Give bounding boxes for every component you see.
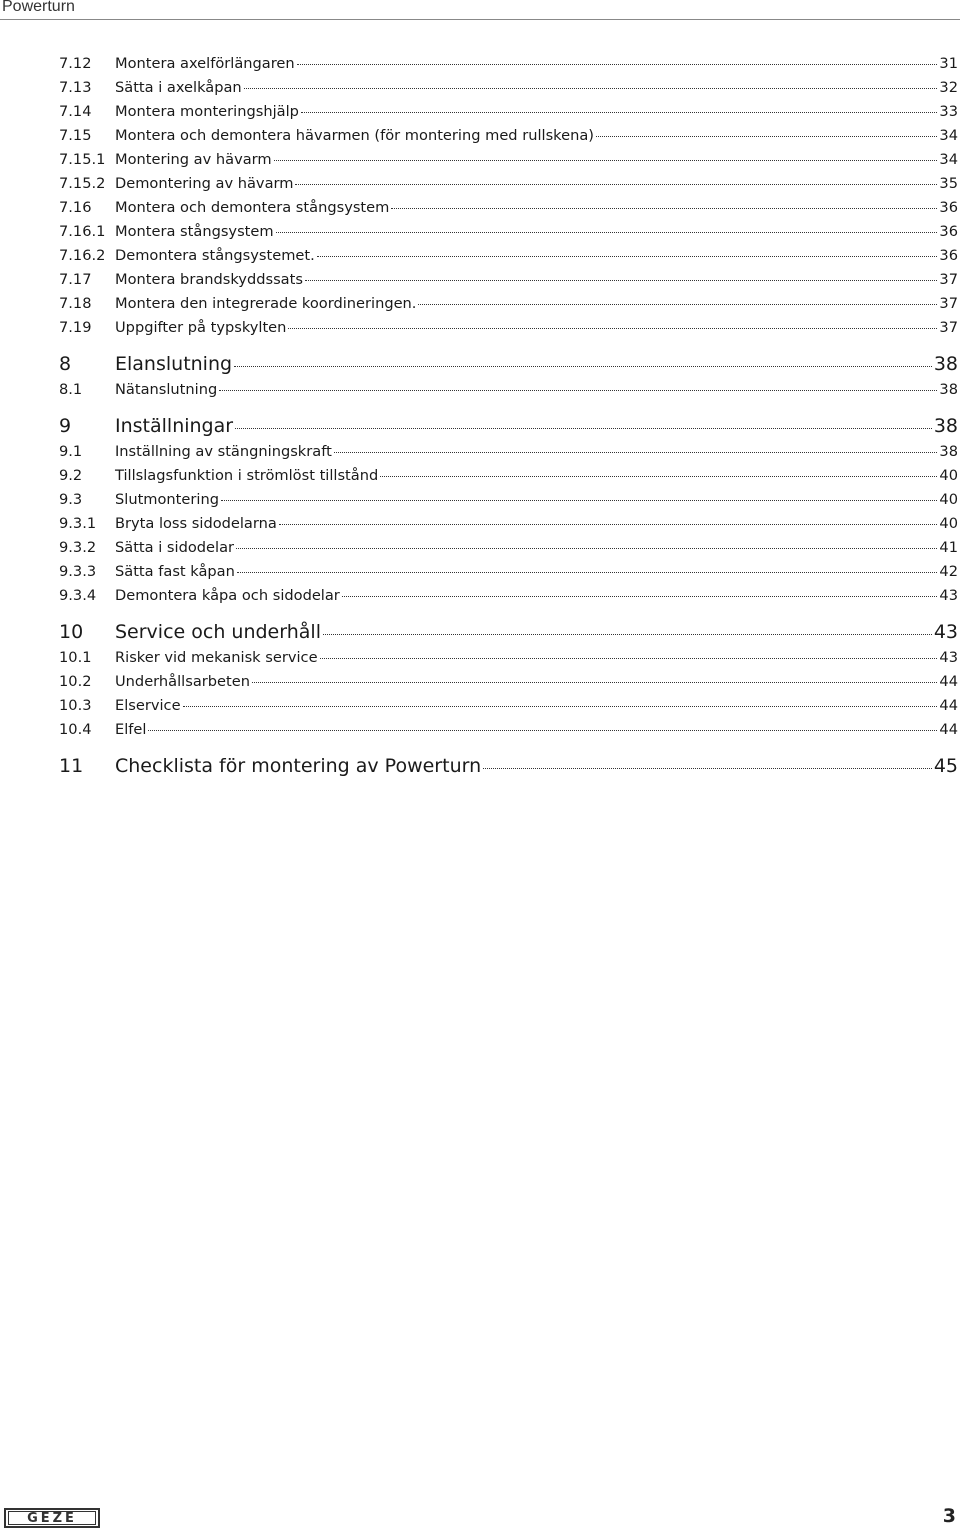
toc-entry-page: 42 — [939, 563, 958, 580]
toc-dot-leader — [342, 596, 938, 597]
toc-entry[interactable] — [59, 196, 958, 220]
toc-entry-title: Underhållsarbeten — [115, 673, 250, 690]
toc-entry-title: Elanslutning — [115, 353, 233, 375]
toc-dot-leader — [305, 280, 937, 281]
toc-entry[interactable] — [59, 244, 958, 268]
toc-entry[interactable] — [59, 718, 958, 742]
toc-entry[interactable] — [59, 172, 958, 196]
toc-entry[interactable] — [59, 618, 958, 646]
toc-entry[interactable] — [59, 512, 958, 536]
toc-dot-leader — [276, 232, 938, 233]
toc-entry[interactable] — [59, 464, 958, 488]
toc-entry-page: 40 — [939, 491, 958, 508]
toc-entry-number: 7.19 — [59, 319, 92, 336]
toc-entry-title: Tillslagsfunktion i strömlöst tillstånd — [115, 467, 379, 484]
toc-entry[interactable] — [59, 124, 958, 148]
page-header — [0, 0, 960, 20]
toc-entry-page: 36 — [939, 199, 958, 216]
toc-entry-number: 7.15 — [59, 127, 92, 144]
toc-entry-number: 9.3 — [59, 491, 83, 508]
toc-dot-leader — [320, 658, 938, 659]
toc-dot-leader — [221, 500, 937, 501]
toc-entry-page: 38 — [933, 353, 958, 375]
toc-entry-number: 9.3.2 — [59, 539, 97, 556]
toc-dot-leader — [301, 112, 938, 113]
toc-entry-number: 7.14 — [59, 103, 92, 120]
toc-dot-leader — [295, 184, 937, 185]
toc-entry-page: 40 — [939, 467, 958, 484]
toc-entry[interactable] — [59, 752, 958, 780]
toc-dot-leader — [596, 136, 937, 137]
toc-entry-title: Montera och demontera stångsystem — [115, 199, 390, 216]
toc-entry-number: 7.15.1 — [59, 151, 106, 168]
toc-entry-page: 43 — [933, 621, 958, 643]
toc-dot-leader — [183, 706, 938, 707]
toc-entry-page: 35 — [939, 175, 958, 192]
toc-entry-number: 10.4 — [59, 721, 92, 738]
toc-entry[interactable] — [59, 148, 958, 172]
toc-dot-leader — [279, 524, 938, 525]
toc-entry-number: 7.13 — [59, 79, 92, 96]
toc-dot-leader — [274, 160, 938, 161]
toc-dot-leader — [252, 682, 937, 683]
toc-entry-number: 9 — [59, 415, 72, 437]
toc-entry-number: 7.16.2 — [59, 247, 106, 264]
toc-entry-number: 9.3.3 — [59, 563, 97, 580]
toc-entry-title: Uppgifter på typskylten — [115, 319, 287, 336]
toc-entry-page: 38 — [939, 381, 958, 398]
toc-entry-title: Checklista för montering av Powerturn — [115, 755, 482, 777]
toc-entry-page: 38 — [939, 443, 958, 460]
toc-entry-title: Montera stångsystem — [115, 223, 274, 240]
toc-entry-title: Demontera kåpa och sidodelar — [115, 587, 340, 604]
toc-entry-number: 7.12 — [59, 55, 92, 72]
toc-entry-title: Sätta i sidodelar — [115, 539, 235, 556]
toc-entry[interactable] — [59, 440, 958, 464]
toc-entry-number: 9.3.1 — [59, 515, 97, 532]
toc-dot-leader — [237, 572, 938, 573]
toc-dot-leader — [219, 390, 937, 391]
page-number: 3 — [942, 1505, 956, 1527]
logo-text: GEZE — [8, 1511, 96, 1525]
toc-entry-title: Montera axelförlängaren — [115, 55, 295, 72]
toc-entry-number: 7.18 — [59, 295, 92, 312]
toc-entry-page: 36 — [939, 247, 958, 264]
toc-entry-page: 44 — [939, 697, 958, 714]
toc-entry-title: Service och underhåll — [115, 621, 321, 643]
toc-entry-title: Bryta loss sidodelarna — [115, 515, 277, 532]
toc-dot-leader — [234, 366, 932, 367]
toc-dot-leader — [148, 730, 937, 731]
toc-entry-number: 8 — [59, 353, 72, 375]
toc-entry[interactable] — [59, 646, 958, 670]
toc-entry-title: Inställningar — [115, 415, 234, 437]
toc-entry[interactable] — [59, 670, 958, 694]
toc-entry[interactable] — [59, 268, 958, 292]
toc-entry[interactable] — [59, 76, 958, 100]
toc-entry-title: Slutmontering — [115, 491, 219, 508]
toc-entry[interactable] — [59, 488, 958, 512]
toc-entry-title: Elservice — [115, 697, 181, 714]
toc-entry-number: 7.16 — [59, 199, 92, 216]
toc-dot-leader — [418, 304, 937, 305]
toc-entry-title: Sätta i axelkåpan — [115, 79, 242, 96]
toc-dot-leader — [236, 548, 937, 549]
toc-entry-number: 11 — [59, 755, 84, 777]
toc-entry-page: 43 — [939, 649, 958, 666]
toc-entry[interactable] — [59, 52, 958, 76]
toc-entry-number: 9.1 — [59, 443, 83, 460]
toc-dot-leader — [317, 256, 938, 257]
toc-entry-number: 8.1 — [59, 381, 83, 398]
toc-entry-title: Sätta fast kåpan — [115, 563, 235, 580]
toc-dot-leader — [380, 476, 937, 477]
toc-entry[interactable] — [59, 560, 958, 584]
toc-entry[interactable] — [59, 378, 958, 402]
toc-dot-leader — [235, 428, 932, 429]
toc-entry[interactable] — [59, 350, 958, 378]
toc-entry-page: 41 — [939, 539, 958, 556]
toc-entry-page: 34 — [939, 151, 958, 168]
toc-dot-leader — [323, 634, 932, 635]
toc-entry-number: 10.2 — [59, 673, 92, 690]
toc-dot-leader — [391, 208, 937, 209]
toc-entry-title: Demontera stångsystemet. — [115, 247, 315, 264]
toc-dot-leader — [483, 768, 932, 769]
toc-entry-page: 44 — [939, 673, 958, 690]
toc-entry-page: 36 — [939, 223, 958, 240]
toc-entry-number: 9.3.4 — [59, 587, 97, 604]
toc-entry-title: Inställning av stängningskraft — [115, 443, 332, 460]
toc-entry-title: Elfel — [115, 721, 147, 738]
toc-dot-leader — [244, 88, 938, 89]
toc-entry-title: Montera den integrerade koordineringen. — [115, 295, 417, 312]
toc-entry-page: 37 — [939, 319, 958, 336]
toc-entry-page: 45 — [933, 755, 958, 777]
toc-entry-page: 37 — [939, 295, 958, 312]
toc-entry-page: 31 — [939, 55, 958, 72]
toc-entry-page: 37 — [939, 271, 958, 288]
toc-entry-page: 34 — [939, 127, 958, 144]
toc-entry-page: 40 — [939, 515, 958, 532]
toc-entry-page: 32 — [939, 79, 958, 96]
toc-entry[interactable] — [59, 100, 958, 124]
toc-dot-leader — [334, 452, 938, 453]
toc-entry-number: 10.1 — [59, 649, 92, 666]
toc-entry-title: Nätanslutning — [115, 381, 218, 398]
toc-dot-leader — [288, 328, 937, 329]
toc-entry[interactable] — [59, 584, 958, 608]
geze-logo — [4, 1508, 100, 1528]
toc-entry[interactable] — [59, 220, 958, 244]
toc-entry-title: Montering av hävarm — [115, 151, 272, 168]
toc-entry[interactable] — [59, 694, 958, 718]
toc-entry-page: 38 — [933, 415, 958, 437]
toc-entry-number: 7.15.2 — [59, 175, 106, 192]
toc-entry-number: 10 — [59, 621, 84, 643]
toc-entry-number: 10.3 — [59, 697, 92, 714]
toc-entry-title: Montera brandskyddssats — [115, 271, 303, 288]
toc-entry-number: 9.2 — [59, 467, 83, 484]
toc-entry-page: 44 — [939, 721, 958, 738]
toc-entry[interactable] — [59, 412, 958, 440]
toc-entry-title: Montera och demontera hävarmen (för montering med rullskena) — [115, 127, 594, 144]
toc-entry-title: Risker vid mekanisk service — [115, 649, 318, 666]
toc-entry[interactable] — [59, 316, 958, 340]
toc-entry-number: 7.16.1 — [59, 223, 106, 240]
table-of-contents — [59, 52, 958, 780]
toc-entry-page: 43 — [939, 587, 958, 604]
toc-entry-title: Demontering av hävarm — [115, 175, 294, 192]
toc-dot-leader — [297, 64, 938, 65]
toc-entry[interactable] — [59, 292, 958, 316]
header-divider — [0, 19, 960, 20]
toc-entry[interactable] — [59, 536, 958, 560]
toc-entry-page: 33 — [939, 103, 958, 120]
header-title: Powerturn — [2, 0, 75, 15]
toc-entry-number: 7.17 — [59, 271, 92, 288]
toc-entry-title: Montera monteringshjälp — [115, 103, 299, 120]
